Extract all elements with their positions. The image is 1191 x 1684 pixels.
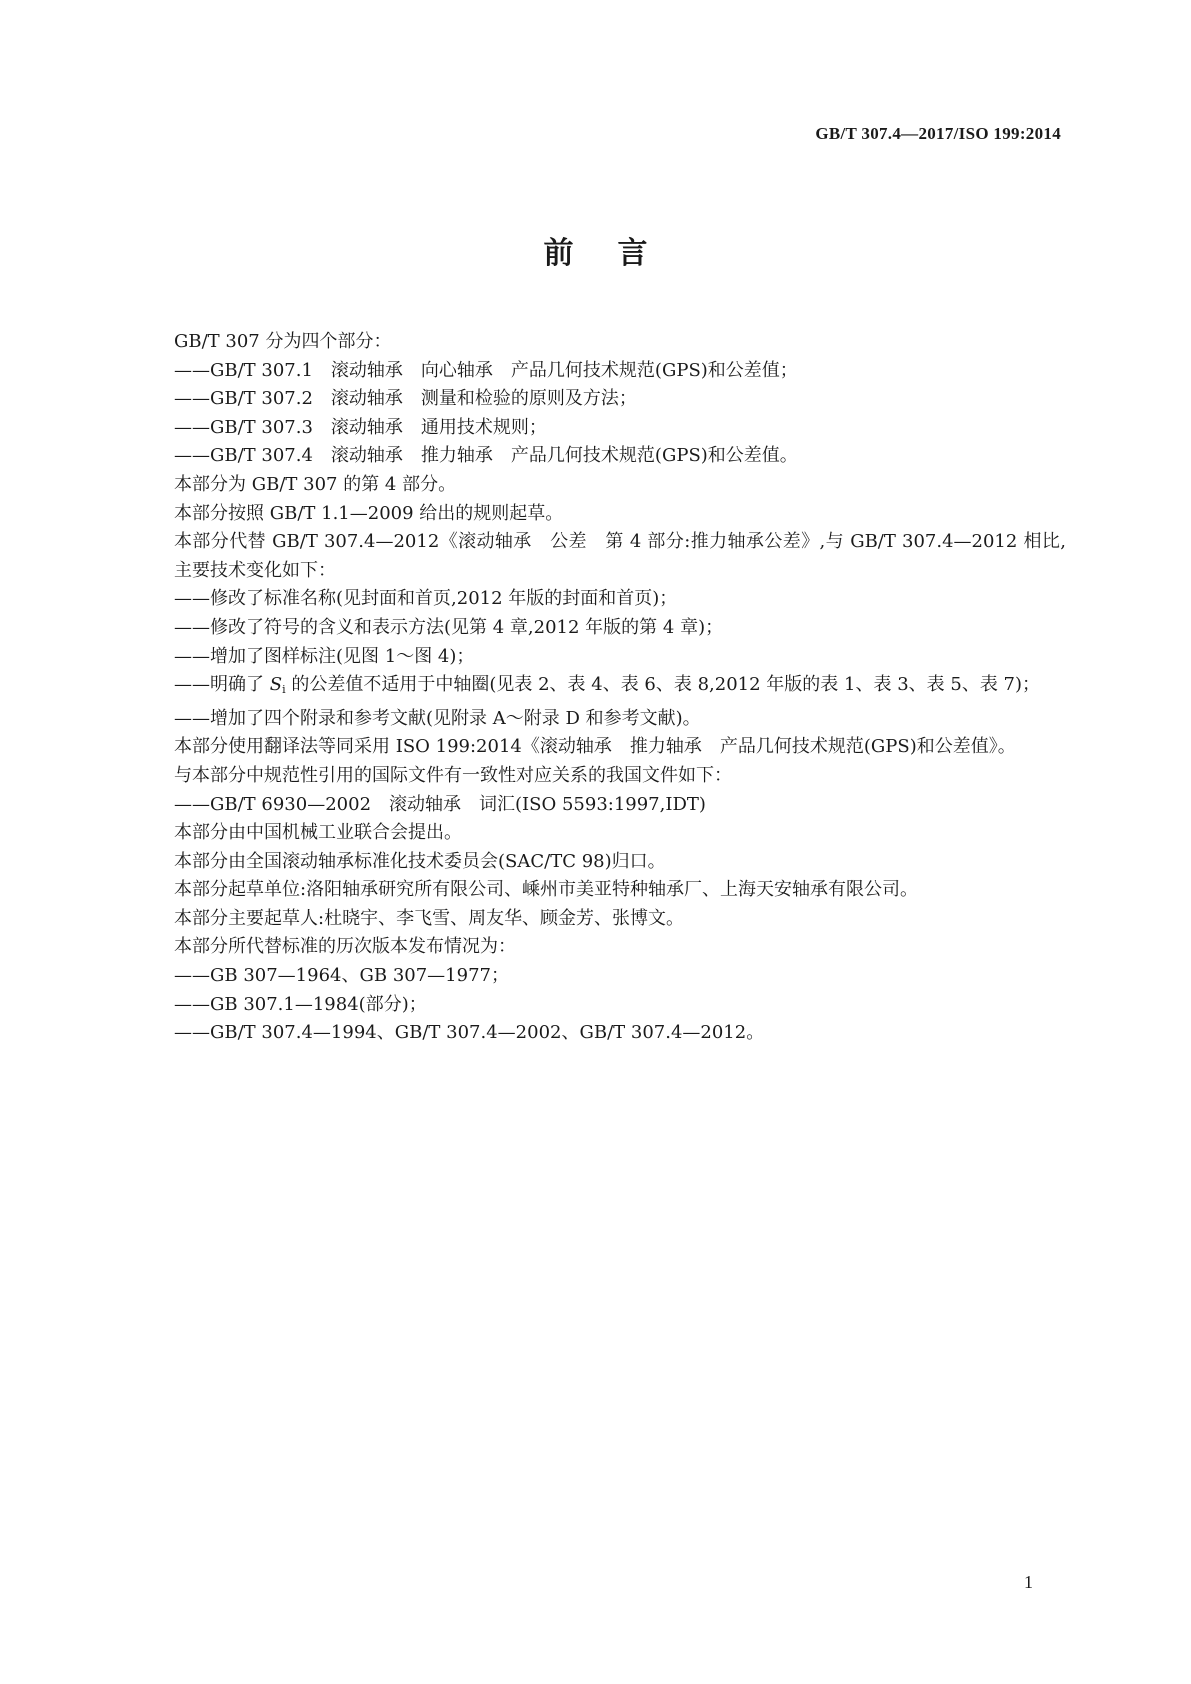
paragraph: 本部分按照 GB/T 1.1—2009 给出的规则起草。 — [174, 502, 564, 524]
paragraph: 本部分为 GB/T 307 的第 4 部分。 — [174, 473, 457, 495]
list-item: ——GB/T 307.2 滚动轴承 测量和检验的原则及方法； — [174, 388, 637, 410]
list-item: ——GB/T 307.4—1994、GB/T 307.4—2002、GB/T 307.4—2012。 — [174, 1022, 765, 1044]
foreword-body — [134, 328, 1066, 1048]
list-item: ——GB/T 307.3 滚动轴承 通用技术规则； — [174, 416, 547, 438]
list-item: ——修改了符号的含义和表示方法(见第 4 章,2012 年版的第 4 章)； — [174, 616, 724, 638]
paragraph: 本部分使用翻译法等同采用 ISO 199:2014《滚动轴承 推力轴承 产品几何技术规范(GPS)和公差值》。 — [174, 736, 1016, 758]
list-item: ——GB/T 6930—2002 滚动轴承 词汇(ISO 5593:1997,IDT) — [174, 793, 706, 815]
symbol-subscript: i — [282, 683, 286, 697]
paragraph: 本部分由全国滚动轴承标准化技术委员会(SAC/TC 98)归口。 — [174, 850, 666, 872]
paragraph: 本部分起草单位:洛阳轴承研究所有限公司、嵊州市美亚特种轴承厂、上海天安轴承有限公司。 — [174, 879, 919, 901]
symbol-s: S — [269, 674, 283, 696]
page-number: 1 — [1024, 1572, 1033, 1592]
list-item — [134, 671, 1066, 705]
paragraph: 与本部分中规范性引用的国际文件有一致性对应关系的我国文件如下： — [174, 764, 732, 786]
standard-code-header: GB/T 307.4—2017/ISO 199:2014 — [815, 124, 1061, 143]
list-item: ——GB 307—1964、GB 307—1977； — [174, 965, 509, 987]
list-item: ——增加了图样标注(见图 1～图 4)； — [174, 645, 475, 667]
list-item: ——修改了标准名称(见封面和首页,2012 年版的封面和首页)； — [174, 588, 678, 610]
list-item: ——增加了四个附录和参考文献(见附录 A～附录 D 和参考文献)。 — [174, 707, 701, 729]
list-item-text: 的公差值不适用于中轴圈(见表 2、表 4、表 6、表 8,2012 年版的表 1、表 3、表 5、表 7)； — [285, 674, 1041, 696]
paragraph: 本部分代替 GB/T 307.4—2012《滚动轴承 公差 第 4 部分:推力轴承公差》,与 GB/T 307.4—2012 相比,主要技术变化如下： — [174, 531, 1066, 581]
paragraph: 本部分由中国机械工业联合会提出。 — [174, 822, 462, 844]
list-item: ——GB 307.1—1984(部分)； — [174, 993, 427, 1015]
list-item: ——GB/T 307.4 滚动轴承 推力轴承 产品几何技术规范(GPS)和公差值。 — [174, 445, 798, 467]
paragraph: 本部分所代替标准的历次版本发布情况为： — [174, 936, 516, 958]
page-title: 前言 — [543, 236, 692, 271]
list-item-text: ——明确了 — [174, 674, 270, 696]
paragraph: GB/T 307 分为四个部分： — [174, 331, 392, 352]
paragraph: 本部分主要起草人:杜晓宇、李飞雪、周友华、顾金芳、张博文。 — [174, 907, 685, 929]
list-item: ——GB/T 307.1 滚动轴承 向心轴承 产品几何技术规范(GPS)和公差值； — [174, 359, 798, 381]
